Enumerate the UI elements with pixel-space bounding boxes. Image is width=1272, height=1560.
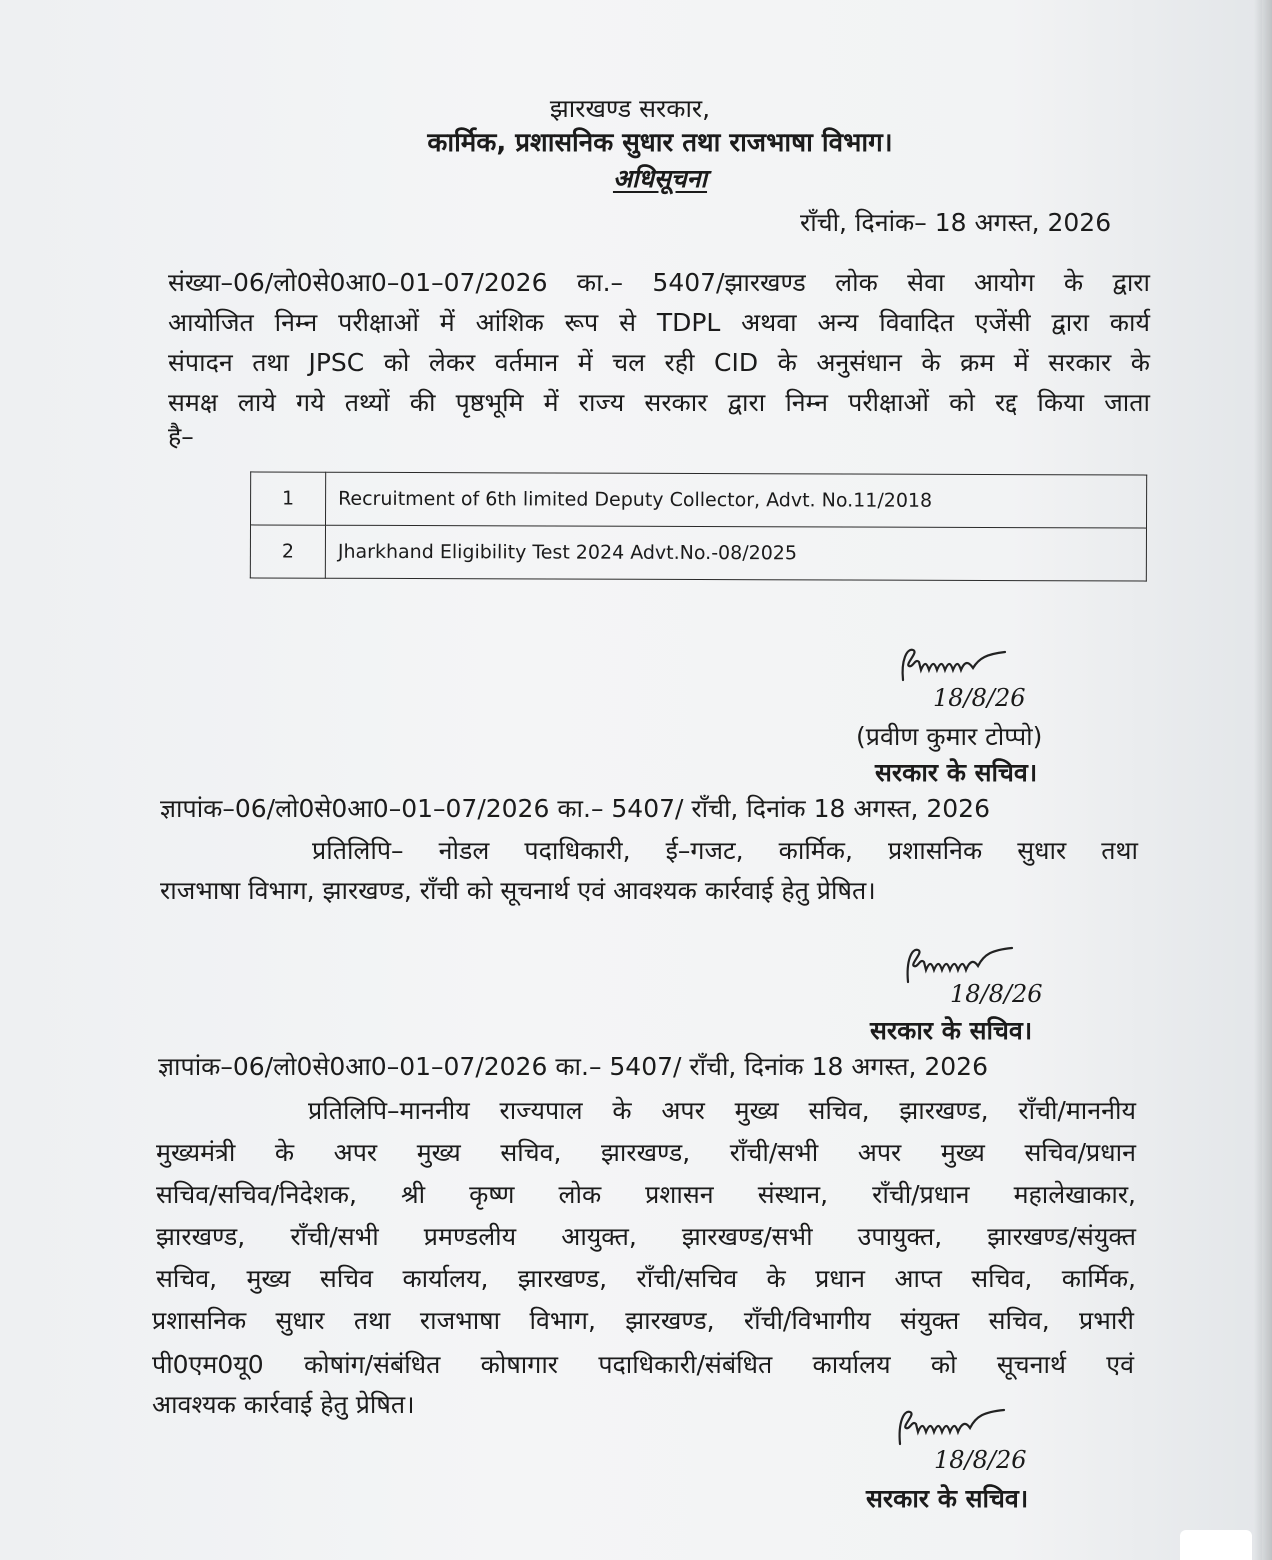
cancelled-exams-table xyxy=(250,471,1147,581)
signature-date: 18/8/26 xyxy=(933,684,1026,712)
signatory-designation: सरकार के सचिव। xyxy=(866,1484,1029,1513)
memo-2-line-3: सचिव/सचिव/निदेशक, श्री कृष्ण लोक प्रशासन संस्थान, राँची/प्रधान महालेखाकार, xyxy=(156,1180,1136,1209)
signatory-name: (प्रवीण कुमार टोप्पो) xyxy=(856,722,1043,751)
notification-title: अधिसूचना xyxy=(612,164,708,193)
memo-1-line-1: प्रतिलिपि– नोडल पदाधिकारी, ई–गजट, कार्मिक, प्रशासनिक सुधार तथा xyxy=(312,836,1138,865)
memo-2-reference: ज्ञापांक–06/लो0से0आ0–01–07/2026 का.– 5407/ राँची, दिनांक 18 अगस्त, 2026 xyxy=(158,1052,988,1081)
memo-2-line-7: पी0एम0यू0 कोषांग/संबंधित कोषागार पदाधिकारी/संबंधित कार्यालय को सूचनार्थ एवं xyxy=(152,1350,1134,1379)
memo-2-line-6: प्रशासनिक सुधार तथा राजभाषा विभाग, झारखण्ड, राँची/विभागीय संयुक्त सचिव, प्रभारी xyxy=(152,1306,1134,1335)
body-line-2: आयोजित निम्न परीक्षाओं में आंशिक रूप से TDPL अथवा अन्य विवादित एजेंसी द्वारा कार्य xyxy=(168,308,1150,337)
memo-2-line-8: आवश्यक कार्रवाई हेतु प्रेषित। xyxy=(152,1390,415,1419)
row-number: 2 xyxy=(250,525,325,578)
exam-name: Jharkhand Eligibility Test 2024 Advt.No.-08/2025 xyxy=(325,525,1146,581)
body-line-3: संपादन तथा JPSC को लेकर वर्तमान में चल रही CID के अनुसंधान के क्रम में सरकार के xyxy=(168,348,1150,377)
place-date: राँची, दिनांक– 18 अगस्त, 2026 xyxy=(800,208,1112,237)
memo-2-line-1: प्रतिलिपि–माननीय राज्यपाल के अपर मुख्य सचिव, झारखण्ड, राँची/माननीय xyxy=(308,1096,1136,1125)
signature-3 xyxy=(892,1400,1042,1480)
handwritten-signature-icon xyxy=(892,1400,1042,1450)
body-line-4: समक्ष लाये गये तथ्यों की पृष्ठभूमि में राज्य सरकार द्वारा निम्न परीक्षाओं को रद्द किया जाता xyxy=(168,388,1150,417)
government-heading: झारखण्ड सरकार, xyxy=(549,94,711,123)
signatory-designation: सरकार के सचिव। xyxy=(875,758,1038,787)
handwritten-signature-icon xyxy=(895,640,1045,690)
row-number: 1 xyxy=(251,472,326,525)
memo-2-line-4: झारखण्ड, राँची/सभी प्रमण्डलीय आयुक्त, झारखण्ड/सभी उपायुक्त, झारखण्ड/संयुक्त xyxy=(156,1222,1136,1251)
signatory-designation: सरकार के सचिव। xyxy=(870,1016,1033,1045)
body-line-5: है– xyxy=(168,422,194,451)
table-row xyxy=(251,472,1147,528)
body-line-1: संख्या–06/लो0से0आ0–01–07/2026 का.– 5407/झारखण्ड लोक सेवा आयोग के द्वारा xyxy=(168,268,1150,297)
image-corner-overlay xyxy=(1180,1530,1252,1560)
signature-2 xyxy=(900,938,1050,1018)
page-edge-shadow xyxy=(1254,0,1272,1560)
memo-1-line-2: राजभाषा विभाग, झारखण्ड, राँची को सूचनार्थ एवं आवश्यक कार्रवाई हेतु प्रेषित। xyxy=(160,876,876,905)
signature-date: 18/8/26 xyxy=(934,1446,1027,1474)
signature-date: 18/8/26 xyxy=(950,980,1043,1008)
signature-1 xyxy=(895,640,1045,720)
memo-2-line-5: सचिव, मुख्य सचिव कार्यालय, झारखण्ड, राँची/सचिव के प्रधान आप्त सचिव, कार्मिक, xyxy=(156,1264,1136,1293)
table-row xyxy=(250,525,1146,581)
exam-name: Recruitment of 6th limited Deputy Collector, Advt. No.11/2018 xyxy=(326,472,1147,528)
department-heading: कार्मिक, प्रशासनिक सुधार तथा राजभाषा विभाग। xyxy=(427,128,893,158)
memo-2-line-2: मुख्यमंत्री के अपर मुख्य सचिव, झारखण्ड, राँची/सभी अपर मुख्य सचिव/प्रधान xyxy=(156,1138,1136,1167)
memo-1-reference: ज्ञापांक–06/लो0से0आ0–01–07/2026 का.– 5407/ राँची, दिनांक 18 अगस्त, 2026 xyxy=(160,794,990,823)
